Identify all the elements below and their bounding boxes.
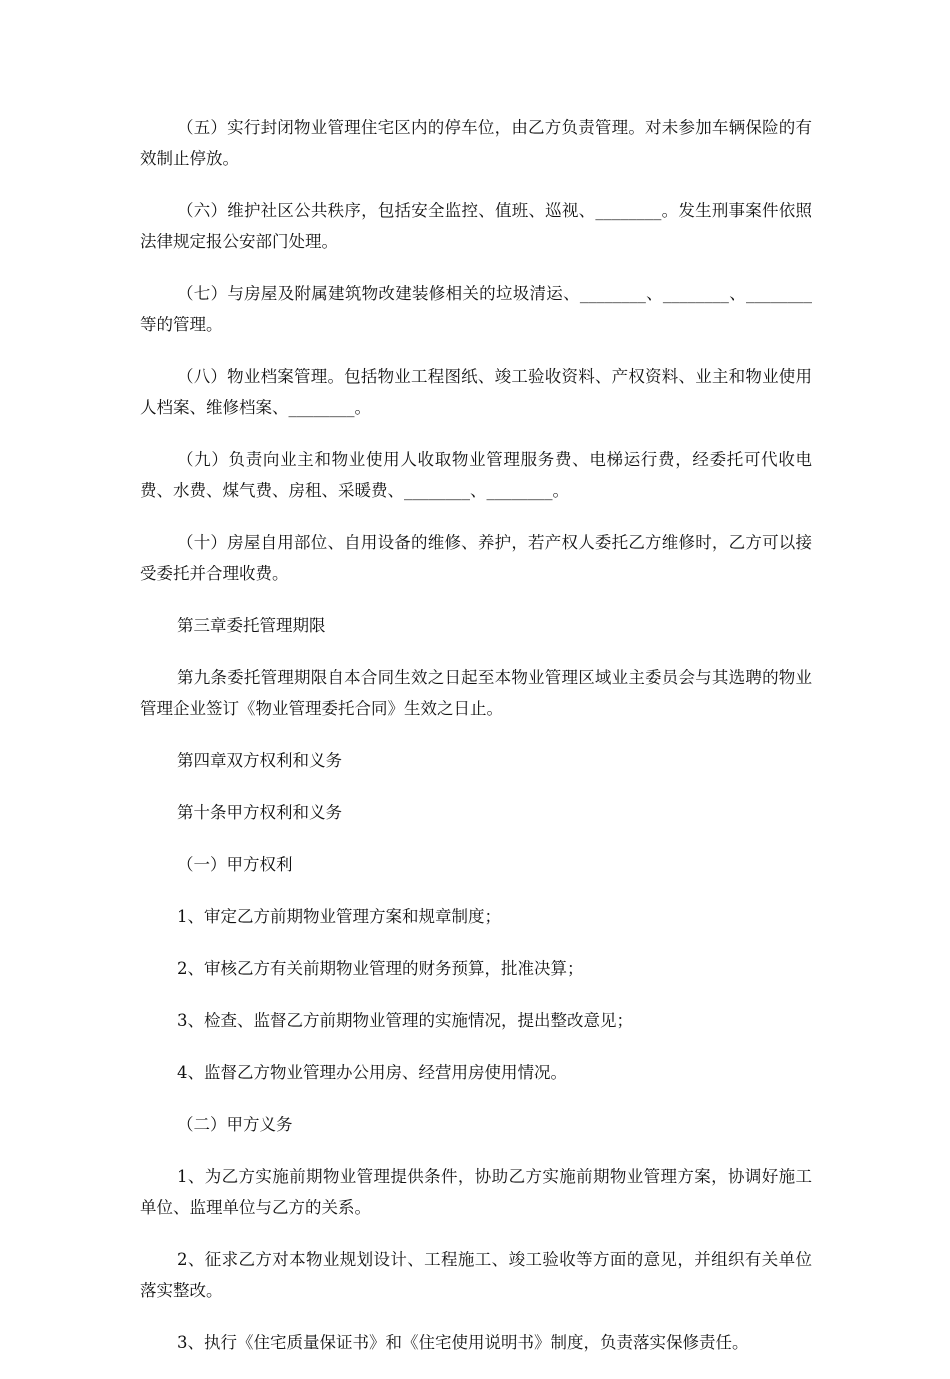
paragraph-10-maintenance: （十）房屋自用部位、自用设备的维修、养护，若产权人委托乙方维修时，乙方可以接受委托并合理收费。 xyxy=(140,533,812,583)
paragraph-9-fees: （九）负责向业主和物业使用人收取物业管理服务费、电梯运行费，经委托可代收电费、水费、煤气费、房租、采暖费、________、________。 xyxy=(140,450,812,500)
document-body xyxy=(140,112,812,1379)
party-a-obligation-1: 1、为乙方实施前期物业管理提供条件，协助乙方实施前期物业管理方案，协调好施工单位、监理单位与乙方的关系。 xyxy=(140,1167,812,1217)
article-10-heading: 第十条甲方权利和义务 xyxy=(177,803,342,822)
chapter-4-heading: 第四章双方权利和义务 xyxy=(177,751,342,770)
chapter-3-heading: 第三章委托管理期限 xyxy=(177,616,326,635)
party-a-obligations-heading: （二）甲方义务 xyxy=(177,1115,293,1134)
paragraph-7-renovation: （七）与房屋及附属建筑物改建装修相关的垃圾清运、________、________、________等的管理。 xyxy=(140,284,812,334)
party-a-right-2: 2、审核乙方有关前期物业管理的财务预算，批准决算； xyxy=(177,959,584,978)
party-a-rights-heading: （一）甲方权利 xyxy=(177,855,293,874)
paragraph-8-archives: （八）物业档案管理。包括物业工程图纸、竣工验收资料、产权资料、业主和物业使用人档案、维修档案、________。 xyxy=(140,367,812,417)
article-9-term: 第九条委托管理期限自本合同生效之日起至本物业管理区域业主委员会与其选聘的物业管理企业签订《物业管理委托合同》生效之日止。 xyxy=(140,668,812,718)
party-a-right-3: 3、检查、监督乙方前期物业管理的实施情况，提出整改意见； xyxy=(177,1011,633,1030)
party-a-right-4: 4、监督乙方物业管理办公用房、经营用房使用情况。 xyxy=(177,1063,567,1082)
party-a-obligation-3: 3、执行《住宅质量保证书》和《住宅使用说明书》制度，负责落实保修责任。 xyxy=(177,1333,749,1352)
party-a-obligation-2: 2、征求乙方对本物业规划设计、工程施工、竣工验收等方面的意见，并组织有关单位落实整改。 xyxy=(140,1250,812,1300)
paragraph-5-parking: （五）实行封闭物业管理住宅区内的停车位，由乙方负责管理。对未参加车辆保险的有效制止停放。 xyxy=(140,118,812,168)
party-a-right-1: 1、审定乙方前期物业管理方案和规章制度； xyxy=(177,907,501,926)
paragraph-6-public-order: （六）维护社区公共秩序，包括安全监控、值班、巡视、________。发生刑事案件依照法律规定报公安部门处理。 xyxy=(140,201,812,251)
